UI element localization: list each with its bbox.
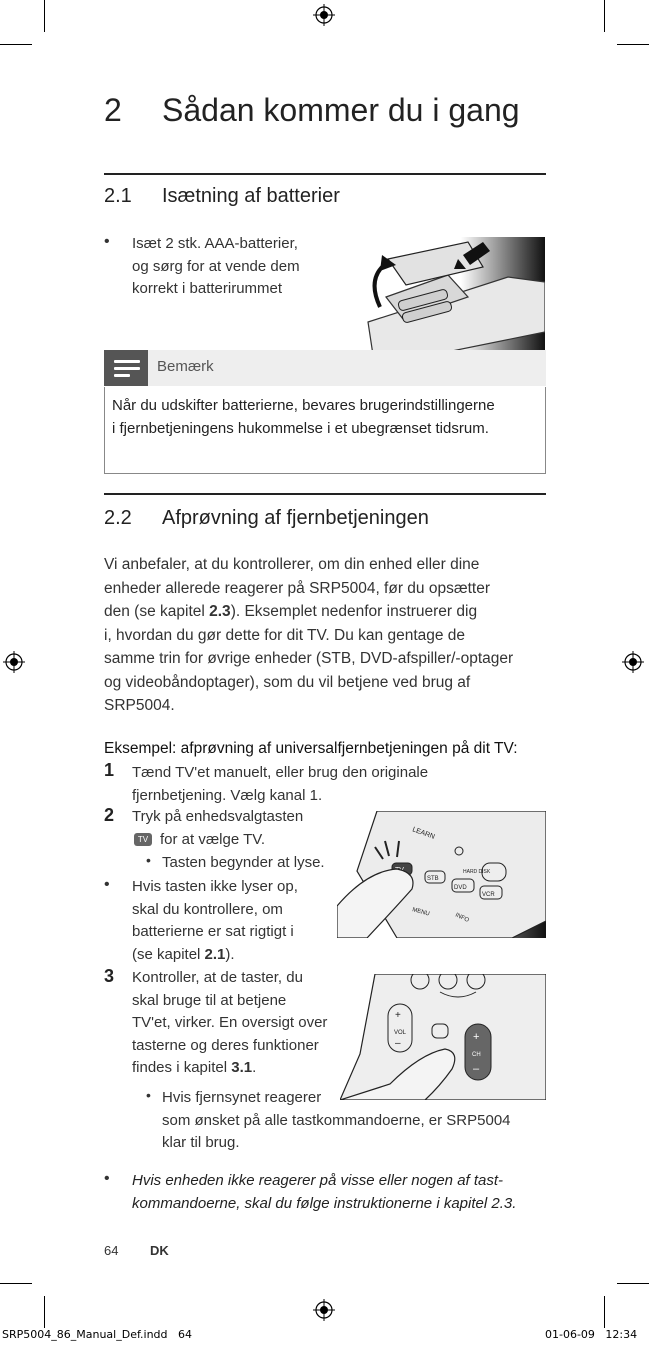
tv-key-icon: TV: [134, 833, 152, 846]
bullet-dot: •: [146, 852, 151, 868]
text-line: Hvis enheden ikke reagerer på visse eller nogen af tast-: [132, 1172, 504, 1189]
registration-mark-icon: [313, 4, 335, 26]
text-line: [104, 600, 549, 624]
text-line: [132, 1057, 352, 1080]
svg-text:–: –: [395, 1038, 401, 1049]
vcr-key-label: VCR: [482, 892, 495, 898]
text-span: (se kapitel: [132, 945, 205, 963]
remote-device-keys-illustration: [337, 811, 546, 938]
step-2-sub: Tasten begynder at lyse.: [162, 854, 325, 871]
crop-mark: [0, 1283, 32, 1284]
text-line: Kontroller, at de taster, du: [132, 969, 303, 986]
bullet-dot: •: [104, 1170, 110, 1187]
text-line: TV'et, virker. En oversigt over: [132, 1014, 328, 1031]
note-text: [112, 394, 542, 440]
section-title: Afprøvning af fjernbetjeningen: [162, 507, 429, 529]
learn-label: LEARN: [411, 826, 436, 841]
registration-mark-icon: [622, 651, 644, 673]
check-bullet-text: [132, 876, 342, 966]
text-line: skal du kontrollere, om: [132, 900, 283, 918]
note-icon: [104, 350, 148, 386]
text-span: findes i kapitel: [132, 1059, 232, 1076]
battery-instruction: [132, 233, 342, 301]
section-heading: [104, 507, 429, 530]
text-line: Vi anbefaler, at du kontrollerer, om din enhed eller dine: [104, 556, 480, 573]
menu-label: MENU: [411, 907, 431, 918]
bullet-dot: •: [146, 1087, 151, 1103]
crop-mark: [604, 1296, 605, 1328]
intro-paragraph: [104, 553, 549, 718]
crop-mark: [617, 1283, 649, 1284]
chapter-reference: 2.3: [209, 603, 231, 620]
info-label: INFO: [454, 912, 470, 924]
example-heading: Eksempel: afprøvning af universalfjernbetjeningen på dit TV:: [104, 740, 518, 757]
crop-mark: [604, 0, 605, 32]
text-line: tasterne og deres funktioner: [132, 1036, 319, 1054]
text-line: kommandoerne, skal du følge instruktionerne i kapitel 2.3.: [132, 1194, 517, 1212]
section-title: Isætning af batterier: [162, 185, 340, 207]
text-line: Når du udskifter batterierne, bevares brugerindstillingerne: [112, 397, 495, 414]
text-line: som ønsket på alle tastkommandoerne, er SRP5004: [162, 1111, 511, 1129]
text-line: batterierne er sat rigtigt i: [132, 923, 294, 940]
text-line: SRP5004.: [104, 697, 175, 714]
text-line: Hvis fjernsynet reagerer: [162, 1089, 322, 1106]
section-number: 2.1: [104, 185, 132, 207]
dvd-key-label: DVD: [454, 885, 467, 891]
text-line: samme trin for øvrige enheder (STB, DVD-afspiller/-optager: [104, 650, 514, 667]
step-3-text: [132, 967, 352, 1080]
svg-text:+: +: [473, 1031, 480, 1043]
text-line: og sørg for at vende dem: [132, 257, 300, 275]
text-line: klar til brug.: [162, 1134, 240, 1151]
hard-disk-label: HARD DISK: [463, 869, 491, 875]
step-number: 2: [104, 805, 115, 825]
crop-mark: [44, 0, 45, 32]
chapter-reference: 2.1: [204, 945, 226, 963]
chapter-reference: 3.1: [231, 1059, 253, 1076]
ch-label: CH: [472, 1052, 481, 1058]
slug-date: 01-06-09 12:34: [545, 1328, 638, 1341]
step-1-text: [132, 762, 532, 807]
text-span: den (se kapitel: [104, 603, 210, 620]
bullet-dot: •: [104, 876, 110, 893]
svg-text:+: +: [395, 1010, 401, 1021]
note-title: Bemærk: [157, 358, 214, 375]
text-line: [132, 829, 352, 852]
step-2-text: [132, 806, 352, 851]
step-number: 1: [104, 760, 115, 780]
text-span: for at vælge TV.: [160, 830, 266, 848]
vol-label: VOL: [394, 1030, 407, 1036]
section-rule: [104, 173, 546, 175]
registration-mark-icon: [313, 1299, 335, 1321]
text-line: Isæt 2 stk. AAA-batterier,: [132, 235, 298, 252]
text-line: Tænd TV'et manuelt, eller brug den originale: [132, 764, 429, 781]
stb-key-label: STB: [427, 876, 439, 882]
text-line: [132, 944, 342, 967]
section-rule: [104, 493, 546, 495]
text-line: og videobåndoptager), som du vil betjene ved brug af: [104, 673, 471, 691]
step-number: 3: [104, 966, 115, 986]
text-span: .: [252, 1059, 257, 1076]
crop-mark: [617, 44, 649, 45]
text-span: ).: [225, 945, 235, 963]
text-line: Tryk på enhedsvalgtasten: [132, 808, 304, 825]
crop-mark: [44, 1296, 45, 1328]
text-span: ). Eksemplet nedenfor instruerer dig: [230, 603, 478, 620]
chapter-title: Sådan kommer du i gang: [162, 92, 520, 128]
text-line: i fjernbetjeningens hukommelse i et ubegrænset tidsrum.: [112, 420, 489, 437]
text-line: korrekt i batterirummet: [132, 280, 283, 297]
page-number: 64: [104, 1243, 119, 1258]
battery-illustration: [358, 237, 545, 362]
slug-filename: SRP5004_86_Manual_Def.indd 64: [2, 1328, 193, 1341]
chapter-number: 2: [104, 92, 122, 128]
svg-text:–: –: [473, 1063, 480, 1075]
section-heading: [104, 185, 340, 208]
text-line: skal bruge til at betjene: [132, 991, 287, 1009]
text-line: fjernbetjening. Vælg kanal 1.: [132, 786, 323, 804]
section-number: 2.2: [104, 507, 132, 529]
bullet-dot: •: [104, 233, 110, 250]
language-code: DK: [150, 1243, 169, 1258]
text-line: enheder allerede reagerer på SRP5004, før du opsætter: [104, 579, 491, 597]
remote-volume-channel-illustration: [340, 974, 546, 1100]
final-note: [132, 1170, 552, 1215]
registration-mark-icon: [3, 651, 25, 673]
crop-mark: [0, 44, 32, 45]
chapter-heading: [104, 92, 520, 129]
text-line: Hvis tasten ikke lyser op,: [132, 878, 298, 895]
text-line: i, hvordan du gør dette for dit TV. Du kan gentage de: [104, 626, 466, 644]
